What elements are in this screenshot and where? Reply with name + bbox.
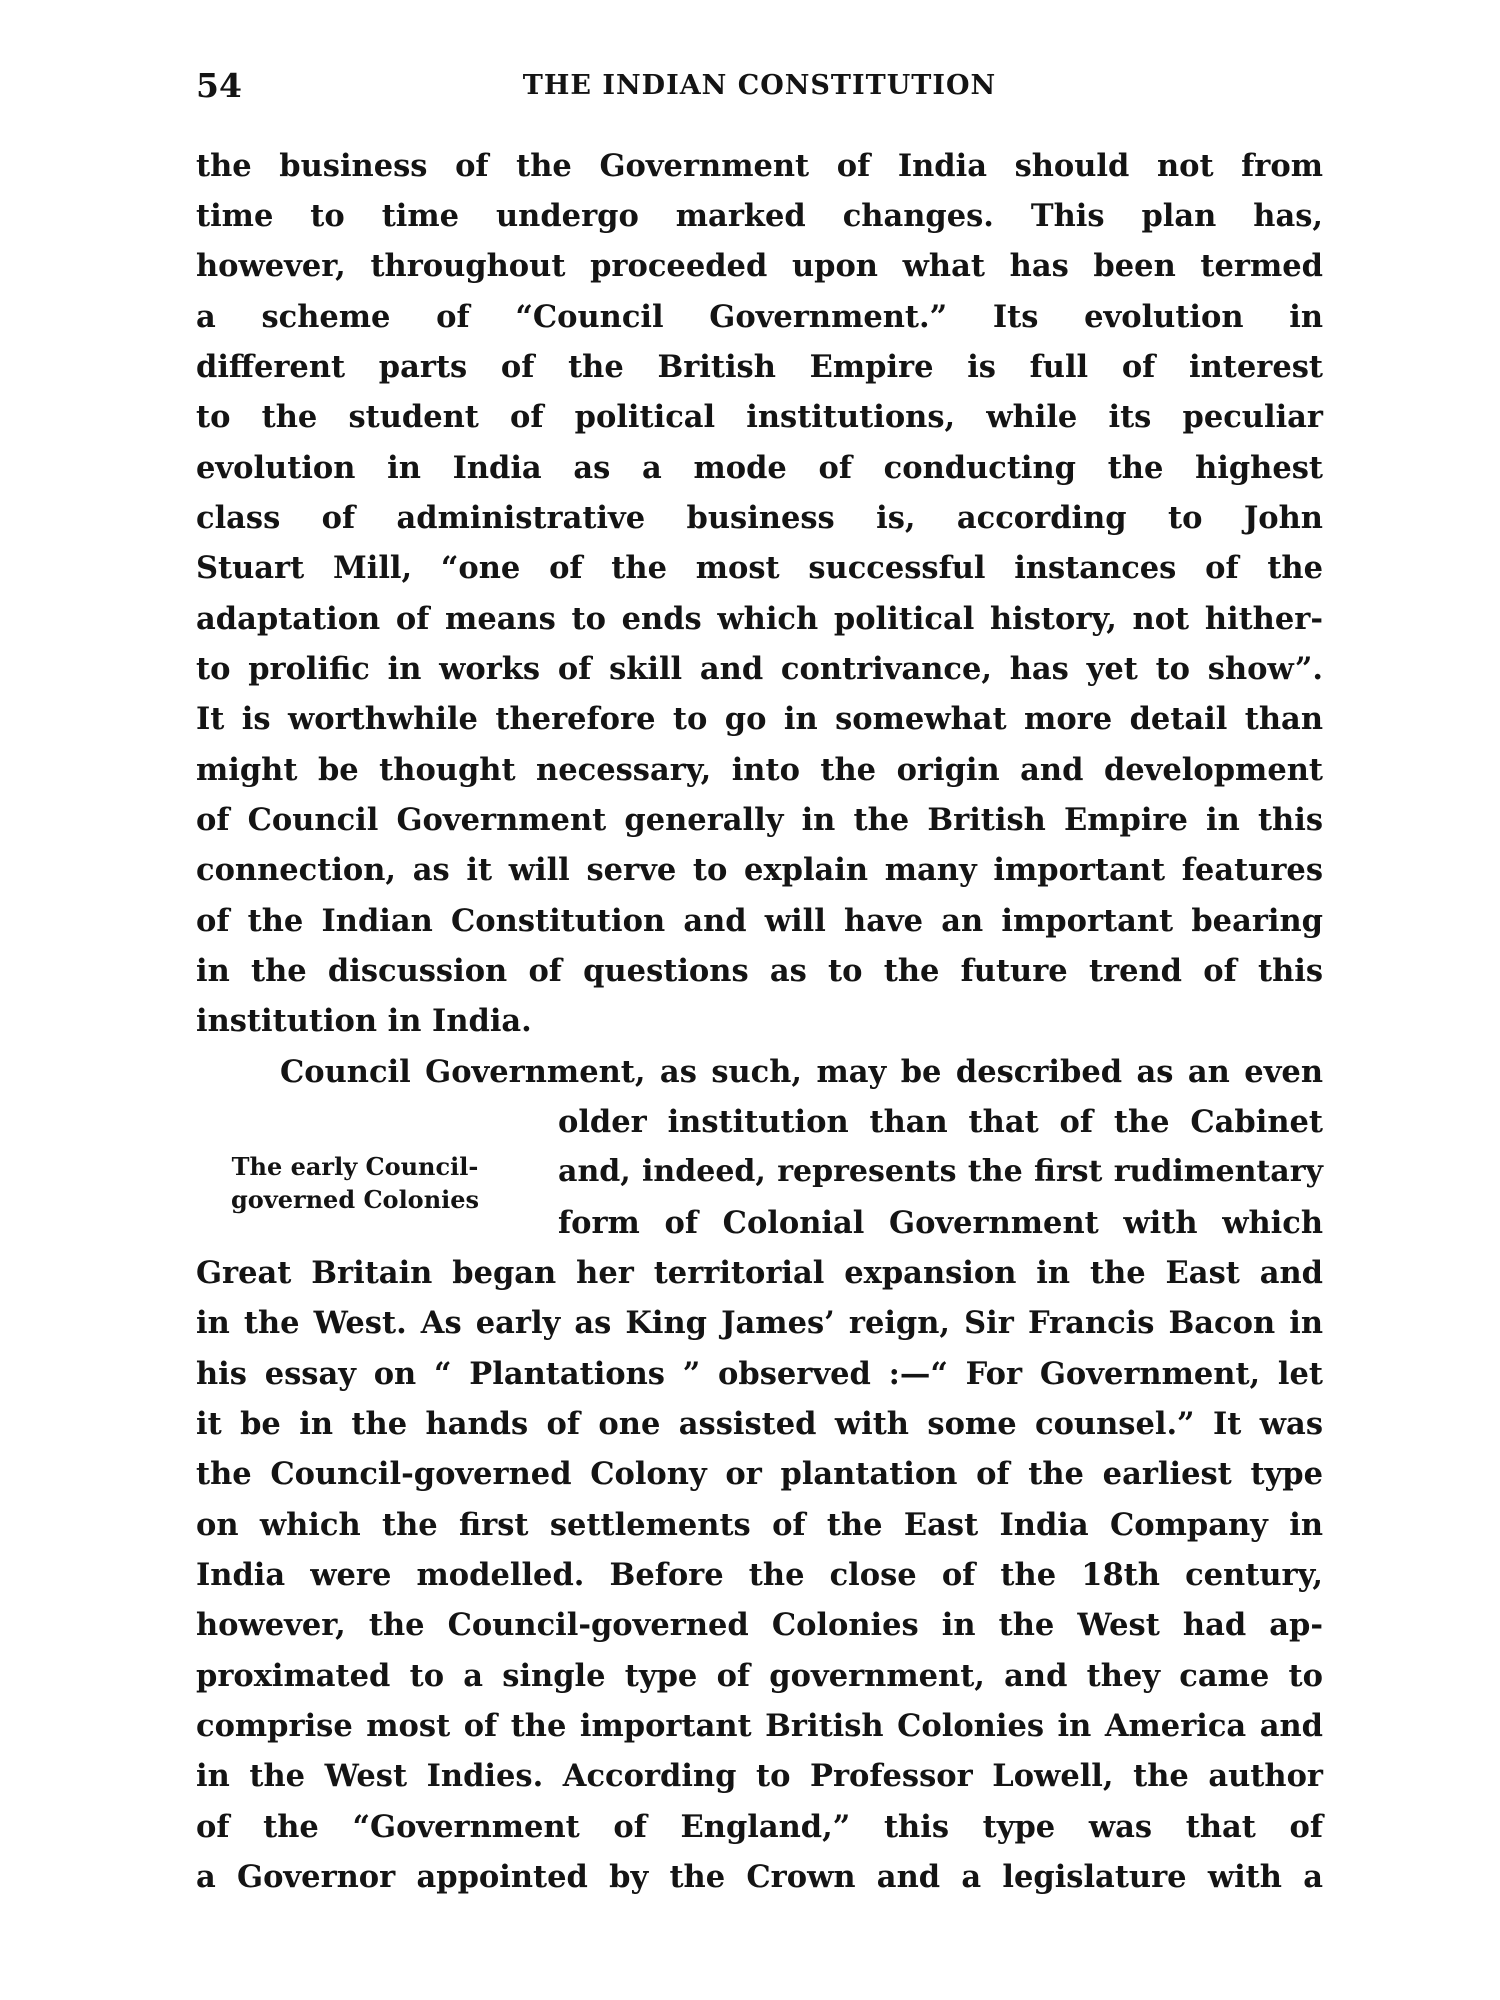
text-line: comprise most of the important British Colonies in America and (196, 1708, 1323, 1744)
text-line: the Council-governed Colony or plantation of the earliest type (196, 1456, 1323, 1492)
text-line: the business of the Government of India should not from (196, 148, 1323, 184)
text-line: in the West. As early as King James’ reign, Sir Francis Bacon in (196, 1305, 1323, 1341)
text-line: evolution in India as a mode of conducting the highest (196, 450, 1323, 486)
text-line: his essay on “ Plantations ” observed :—“ For Government, let (196, 1356, 1323, 1392)
text-line: It is worthwhile therefore to go in somewhat more detail than (196, 701, 1323, 737)
text-line: proximated to a single type of government, and they came to (196, 1658, 1323, 1694)
page-header (196, 66, 1323, 110)
text-line: it be in the hands of one assisted with some counsel.” It was (196, 1406, 1323, 1442)
margin-note-line: governed Colonies (230, 1185, 480, 1214)
text-line: form of Colonial Government with which (558, 1205, 1323, 1241)
text-line: class of administrative business is, according to John (196, 500, 1323, 536)
text-line: time to time undergo marked changes. This plan has, (196, 198, 1323, 234)
text-line: Great Britain began her territorial expansion in the East and (196, 1255, 1323, 1291)
text-line: on which the first settlements of the East India Company in (196, 1507, 1323, 1543)
page-number: 54 (196, 66, 242, 105)
text-line: to prolific in works of skill and contrivance, has yet to show”. (196, 651, 1323, 687)
text-line: a Governor appointed by the Crown and a legislature with a (196, 1859, 1323, 1895)
text-line: of the Indian Constitution and will have an important bearing (196, 903, 1323, 939)
text-line: Council Government, as such, may be described as an even (280, 1054, 1323, 1090)
text-line: older institution than that of the Cabinet (558, 1104, 1323, 1140)
text-line: in the discussion of questions as to the future trend of this (196, 953, 1323, 989)
text-line: of Council Government generally in the British Empire in this (196, 802, 1323, 838)
text-line: India were modelled. Before the close of the 18th century, (196, 1557, 1323, 1593)
text-line: might be thought necessary, into the origin and development (196, 752, 1323, 788)
text-line: however, the Council-governed Colonies in the West had ap- (196, 1607, 1323, 1643)
running-title: THE INDIAN CONSTITUTION (522, 70, 997, 101)
text-line: Stuart Mill, “one of the most successful instances of the (196, 550, 1323, 586)
text-line: and, indeed, represents the first rudimentary (558, 1154, 1323, 1189)
margin-note-line: The early Council- (231, 1152, 479, 1181)
text-line: a scheme of “Council Government.” Its evolution in (196, 299, 1323, 335)
text-line: to the student of political institutions, while its peculiar (196, 399, 1323, 435)
text-line: adaptation of means to ends which political history, not hither- (196, 601, 1323, 637)
text-line: in the West Indies. According to Professor Lowell, the author (196, 1758, 1323, 1794)
text-line: of the “Government of England,” this type was that of (196, 1809, 1323, 1845)
text-line: however, throughout proceeded upon what has been termed (196, 248, 1323, 284)
margin-note (200, 1150, 510, 1216)
text-line: institution in India. (196, 1003, 532, 1039)
text-line: connection, as it will serve to explain many important features (196, 852, 1323, 888)
text-line: different parts of the British Empire is full of interest (196, 349, 1323, 385)
